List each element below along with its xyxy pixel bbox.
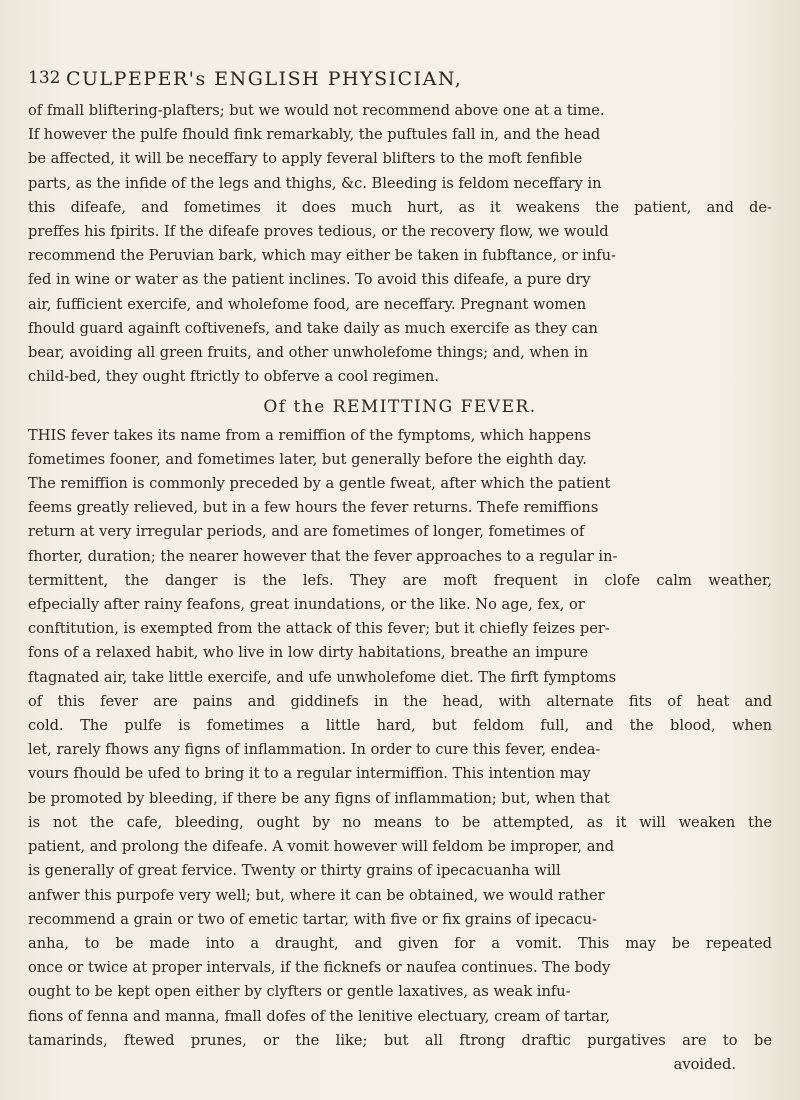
text-line: fometimes fooner, and fometimes later, but generally before the eighth day.	[28, 450, 587, 468]
section-heading: Of the REMITTING FEVER.	[263, 397, 537, 418]
text-line: efpecially after rainy feafons, great inundations, or the like. No age, fex, or	[28, 596, 585, 614]
body-text	[28, 99, 772, 1077]
page-header	[28, 68, 772, 94]
text-line: child-bed, they ought ftrictly to obferve a cool regimen.	[28, 368, 439, 386]
text-line: fhould guard againft coftivenefs, and take daily as much exercife as they can	[28, 319, 598, 337]
text-line: THIS fever takes its name from a remiffion of the fymptoms, which happens	[28, 426, 591, 444]
text-line: The remiffion is commonly preceded by a gentle fweat, after which the patient	[28, 475, 611, 493]
text-line: is not the cafe, bleeding, ought by no means to be attempted, as it will weaken the	[28, 813, 772, 831]
text-line: preffes his fpirits. If the difeafe proves tedious, or the recovery flow, we would	[28, 223, 609, 241]
text-line: anha, to be made into a draught, and given for a vomit. This may be repeated	[28, 934, 772, 952]
text-line: conftitution, is exempted from the attack of this fever; but it chiefly feizes per-	[28, 620, 610, 638]
text-line: If however the pulfe fhould fink remarkably, the puftules fall in, and the head	[28, 126, 601, 144]
text-line: recommend a grain or two of emetic tartar, with five or fix grains of ipecacu-	[28, 910, 597, 928]
text-line: fons of a relaxed habit, who live in low dirty habitations, breathe an impure	[28, 644, 589, 662]
running-head: CULPEPER's ENGLISH PHYSICIAN,	[66, 68, 463, 90]
text-line: of this fever are pains and giddinefs in the head, with alternate fits of heat and	[28, 692, 772, 710]
paragraph-blistering	[28, 99, 772, 389]
text-line: fhorter, duration; the nearer however that the fever approaches to a regular in-	[28, 547, 618, 565]
text-line: is generally of great fervice. Twenty or thirty grains of ipecacuanha will	[28, 862, 561, 880]
text-line: ought to be kept open either by clyfters or gentle laxatives, as weak infu-	[28, 983, 571, 1001]
text-line: recommend the Peruvian bark, which may either be taken in fubftance, or infu-	[28, 247, 616, 265]
text-line: anfwer this purpofe very well; but, where it can be obtained, we would rather	[28, 886, 605, 904]
text-line: fed in wine or water as the patient inclines. To avoid this difeafe, a pure dry	[28, 271, 591, 289]
paragraph-remitting-fever	[28, 424, 772, 1077]
text-line: be promoted by bleeding, if there be any figns of inflammation; but, when that	[28, 789, 610, 807]
text-line: avoided.	[673, 1055, 736, 1073]
text-line: return at very irregular periods, and are fometimes of longer, fometimes of	[28, 523, 585, 541]
text-line: parts, as the infide of the legs and thighs, &c. Bleeding is feldom neceffary in	[28, 174, 602, 192]
page-number: 132	[28, 68, 61, 88]
text-line: vours fhould be ufed to bring it to a regular intermiffion. This intention may	[28, 765, 591, 783]
text-line: fions of fenna and manna, fmall dofes of the lenitive electuary, cream of tartar,	[28, 1007, 610, 1025]
text-line: tamarinds, ftewed prunes, or the like; but all ftrong draftic purgatives are to be	[28, 1031, 772, 1049]
text-line: feems greatly relieved, but in a few hours the fever returns. Thefe remiffions	[28, 499, 599, 517]
text-line: ftagnated air, take little exercife, and ufe unwholefome diet. The firft fymptoms	[28, 668, 617, 686]
text-line: be affected, it will be neceffary to apply feveral blifters to the moft fenfible	[28, 150, 583, 168]
text-line: this difeafe, and fometimes it does much hurt, as it weakens the patient, and de-	[28, 198, 772, 216]
text-line: cold. The pulfe is fometimes a little hard, but feldom full, and the blood, when	[28, 717, 772, 735]
text-line: once or twice at proper intervals, if the ficknefs or naufea continues. The body	[28, 959, 611, 977]
text-line: bear, avoiding all green fruits, and other unwholefome things; and, when in	[28, 344, 589, 362]
text-line: of fmall bliftering-plafters; but we would not recommend above one at a time.	[28, 102, 605, 119]
text-line: patient, and prolong the difeafe. A vomit however will feldom be improper, and	[28, 838, 615, 856]
text-line: air, fufficient exercife, and wholefome food, are neceffary. Pregnant women	[28, 295, 587, 313]
text-line: termittent, the danger is the lefs. They are moft frequent in clofe calm weather,	[28, 571, 772, 589]
text-line: let, rarely fhows any figns of inflammation. In order to cure this fever, endea-	[28, 741, 601, 759]
